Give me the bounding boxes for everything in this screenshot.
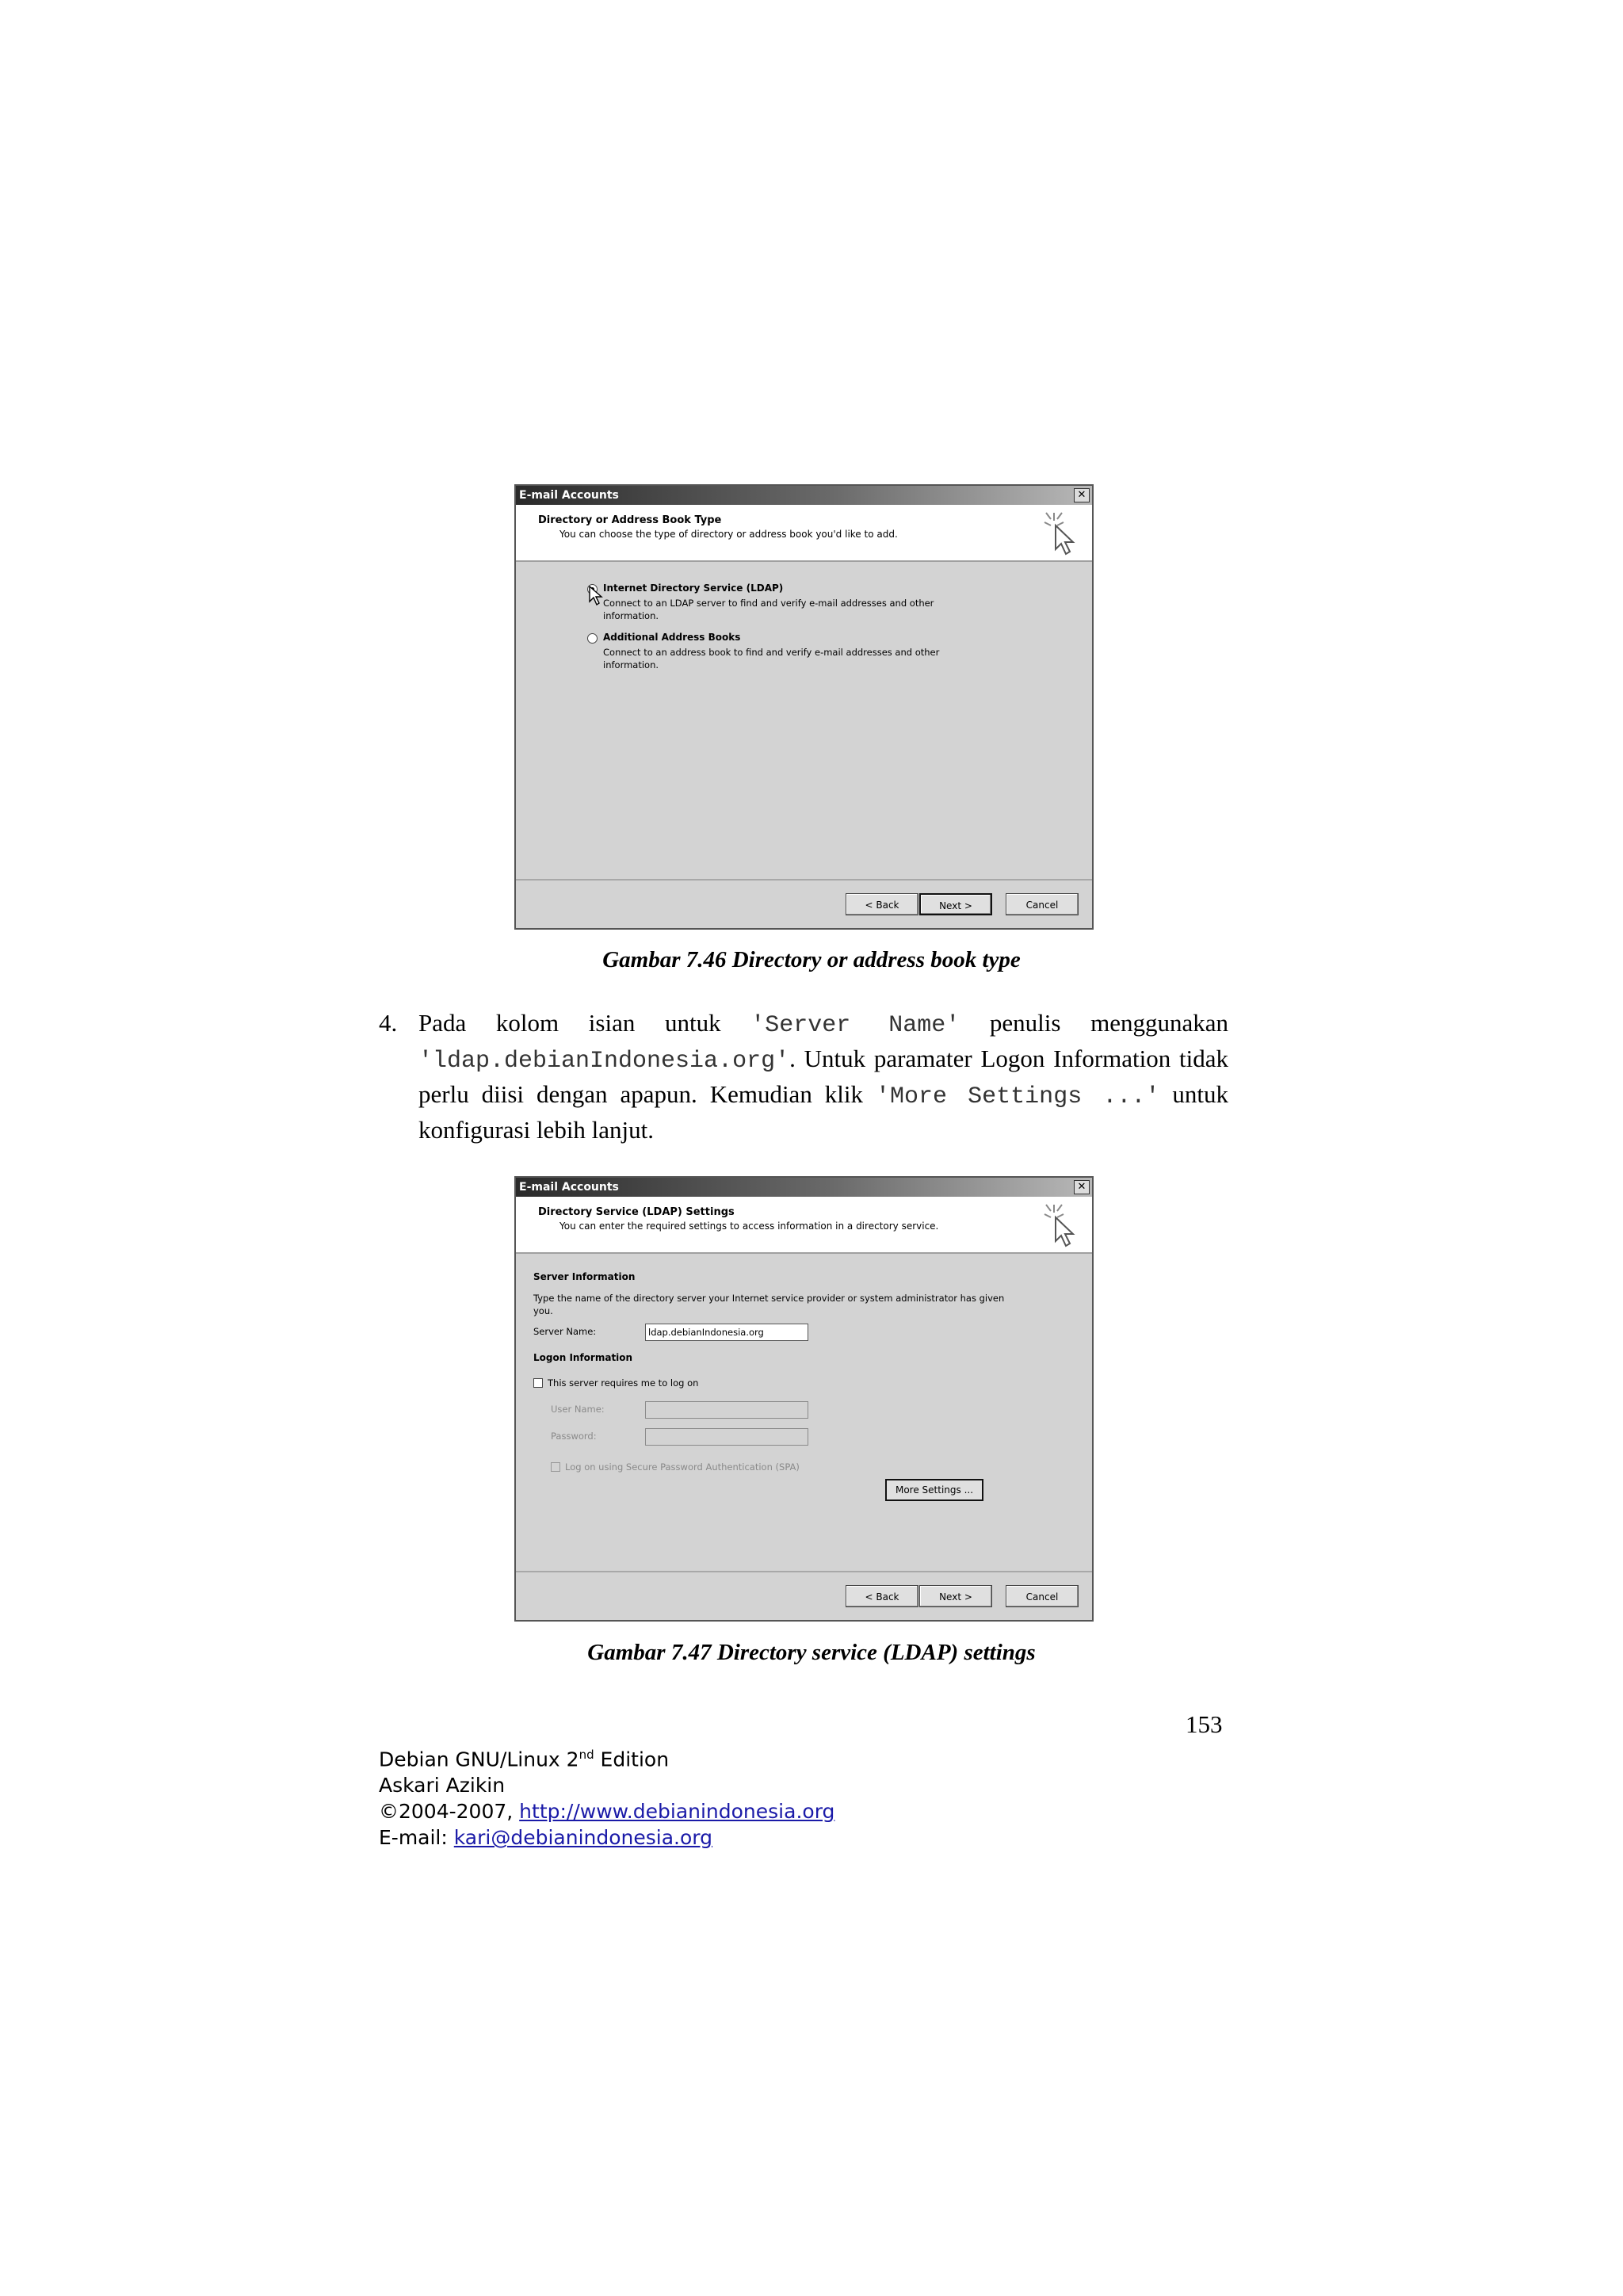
dialog-title: E-mail Accounts — [519, 489, 619, 502]
back-button[interactable]: < Back — [846, 893, 918, 915]
dialog-header — [516, 505, 1092, 562]
header-subtitle: You can enter the required settings to access information in a directory service. — [559, 1221, 939, 1232]
logon-information-heading: Logon Information — [533, 1352, 633, 1363]
dialog-footer — [516, 879, 1092, 928]
dialog-header — [516, 1197, 1092, 1254]
dialog-title: E-mail Accounts — [519, 1181, 619, 1194]
option-label: Internet Directory Service (LDAP) — [603, 583, 784, 594]
figure-caption-7-47: Gambar 7.47 Directory service (LDAP) settings — [587, 1640, 1036, 1665]
page-number: 153 — [1186, 1710, 1223, 1738]
step-text-part: Pada kolom isian untuk — [418, 1009, 751, 1037]
option-description: Connect to an address book to find and verify e-mail addresses and other information. — [603, 647, 940, 670]
dialog-body — [516, 562, 1092, 887]
page-footer — [379, 1742, 834, 1851]
mouse-pointer-icon — [589, 586, 603, 606]
header-subtitle: You can choose the type of directory or address book you'd like to add. — [559, 529, 898, 540]
spa-label: Log on using Secure Password Authentication (SPA) — [565, 1461, 800, 1473]
dialog-title-bar — [516, 1178, 1092, 1197]
dialog-body — [516, 1254, 1092, 1579]
step-text-part: penulis menggunakan — [960, 1009, 1228, 1037]
step-text-part: . Untuk paramater Logon Information tidak perlu diisi dengan apapun. Kemudian klik — [418, 1045, 1228, 1108]
server-information-heading: Server Information — [533, 1271, 636, 1282]
copyright-line — [379, 1798, 834, 1824]
back-button[interactable]: < Back — [846, 1585, 918, 1607]
password-label: Password: — [551, 1431, 597, 1442]
wizard-cursor-icon — [1040, 1201, 1079, 1249]
server-name-input[interactable]: ldap.debianIndonesia.org — [645, 1324, 808, 1341]
option-description: Connect to an LDAP server to find and verify e-mail addresses and other information. — [603, 598, 934, 621]
option-label: Additional Address Books — [603, 632, 741, 643]
step-text — [418, 1007, 1228, 1147]
author: Askari Azikin — [379, 1774, 506, 1797]
server-help-text: Type the name of the directory server your Internet service provider or system administrator has given you. — [533, 1293, 1005, 1316]
spa-checkbox[interactable] — [551, 1462, 560, 1472]
copyright-text: ©2004-2007, — [379, 1800, 520, 1824]
address-books-radio[interactable] — [587, 633, 598, 644]
book-title: Debian GNU/Linux 2 — [379, 1748, 579, 1771]
server-name-label: Server Name: — [533, 1326, 597, 1337]
step-text-part: untuk konfigurasi lebih lanjut. — [418, 1080, 1228, 1144]
dialog-footer — [516, 1571, 1092, 1620]
header-title: Directory Service (LDAP) Settings — [538, 1206, 735, 1218]
code-ldap-host: 'ldap.debianIndonesia.org' — [418, 1048, 790, 1075]
more-settings-button[interactable]: More Settings ... — [885, 1479, 983, 1501]
cancel-button[interactable]: Cancel — [1006, 893, 1079, 915]
figure-caption-7-46: Gambar 7.46 Directory or address book type — [602, 947, 1021, 972]
website-link[interactable]: http://www.debianindonesia.org — [519, 1800, 835, 1824]
dialog-title-bar — [516, 486, 1092, 505]
password-input[interactable] — [645, 1428, 808, 1446]
cancel-button[interactable]: Cancel — [1006, 1585, 1079, 1607]
code-more-settings: 'More Settings ...' — [875, 1083, 1160, 1110]
requires-logon-checkbox[interactable] — [533, 1378, 543, 1388]
edition-superscript: nd — [579, 1748, 594, 1762]
email-accounts-dialog-2 — [514, 1176, 1094, 1622]
step-number: 4. — [379, 1009, 398, 1037]
edition-word: Edition — [594, 1748, 670, 1771]
header-title: Directory or Address Book Type — [538, 514, 722, 526]
book-title-line — [379, 1742, 834, 1772]
email-link[interactable]: kari@debianindonesia.org — [453, 1826, 712, 1850]
code-server-name: 'Server Name' — [750, 1012, 960, 1039]
next-button[interactable]: Next > — [919, 1585, 992, 1607]
email-accounts-dialog-1 — [514, 484, 1094, 930]
close-button[interactable]: ✕ — [1074, 1180, 1090, 1194]
user-name-input[interactable] — [645, 1401, 808, 1419]
email-label: E-mail: — [379, 1826, 454, 1850]
user-name-label: User Name: — [551, 1404, 605, 1415]
requires-logon-label: This server requires me to log on — [548, 1377, 699, 1389]
close-button[interactable]: ✕ — [1074, 488, 1090, 502]
next-button[interactable]: Next > — [919, 893, 992, 915]
email-line — [379, 1824, 834, 1851]
wizard-cursor-icon — [1040, 510, 1079, 557]
step-4-paragraph — [379, 1007, 1228, 1147]
